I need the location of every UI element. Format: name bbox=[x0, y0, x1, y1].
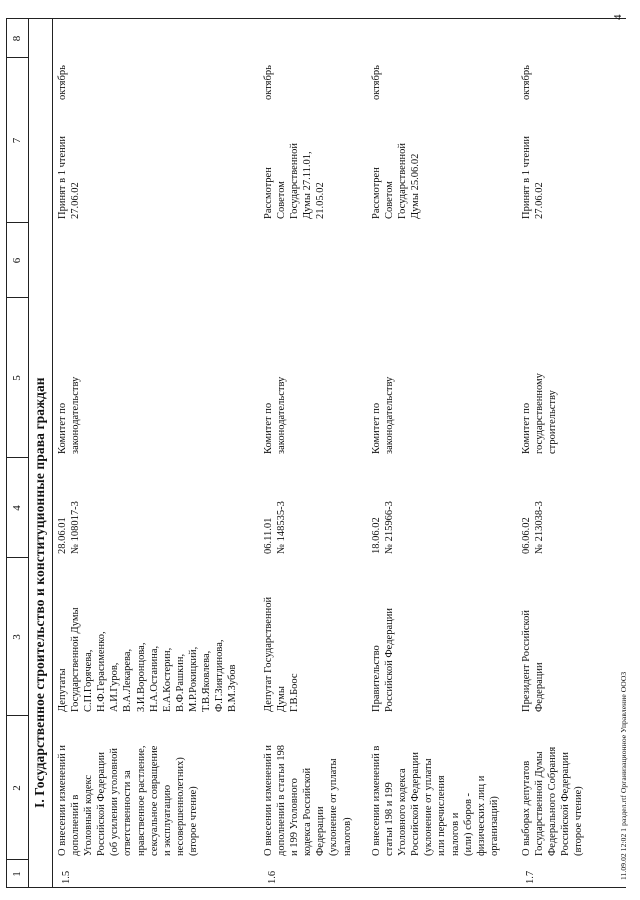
bill-month: октябрь bbox=[521, 65, 532, 100]
bill-title: О внесении изменений и дополнений в статьи 198 и 199 Уголовного кодекса Российской Федерации (уклонение от уплаты налогов) bbox=[263, 744, 353, 856]
col-border-0 bbox=[6, 887, 626, 888]
column-number: 6 bbox=[11, 257, 23, 264]
header-divider bbox=[28, 18, 29, 888]
column-number: 4 bbox=[11, 505, 23, 511]
bill-month: октябрь bbox=[57, 65, 68, 100]
bill-month: октябрь bbox=[263, 65, 274, 100]
column-number: 8 bbox=[11, 35, 23, 42]
column-number: 7 bbox=[11, 137, 23, 144]
legislation-table bbox=[6, 18, 626, 888]
bill-month: октябрь bbox=[371, 65, 382, 100]
bill-status: Рассмотрен Советом Государственной Думы 25.06.02 bbox=[371, 143, 422, 219]
column-number: 2 bbox=[11, 785, 23, 791]
row-number: 1.5 bbox=[61, 870, 72, 884]
footer-file-info: 11.09.02 12:02 1 раздел.rtf Организационное Управление ООО3 bbox=[619, 671, 628, 880]
bill-committee: Комитет по законодательству bbox=[263, 376, 288, 454]
bill-initiator: Депутат Государственной Думы Г.В.Боос bbox=[263, 596, 301, 712]
col-border-8 bbox=[6, 18, 626, 19]
bill-initiator: Правительство Российской Федерации bbox=[371, 608, 396, 712]
bill-committee: Комитет по законодательству bbox=[57, 376, 82, 454]
column-number: 1 bbox=[11, 871, 23, 877]
bill-status: Принят в 1 чтении 27.06.02 bbox=[57, 136, 82, 219]
bill-initiator: Президент Российской Федерации bbox=[521, 610, 546, 712]
bill-date-number: 06.06.02 № 213038-3 bbox=[521, 501, 546, 554]
bill-initiator: Депутаты Государственной Думы С.П.Горячева, Н.Ф.Герасименко, А.И.Гуров, В.А.Лекарева, З.И.Воронцова, Н.А.Останина, Е.А.Костерин, В.Ф.Рашкин, М.Р.Рокицкий, Т.В.Яковлева, Ф.Г.Зиятдинова, В.М.Зубов bbox=[57, 607, 239, 712]
bill-title: О внесении изменений и дополнений в Уголовный кодекс Российской Федерации (об усилении уголовной ответственности за нравственное растление, сексуальное совращение и эксплуатацию несовершеннолетних) (второе чтение) bbox=[57, 745, 199, 856]
column-number: 5 bbox=[11, 375, 23, 381]
bill-title: О выборах депутатов Государственной Думы Федерального Собрания Российской Федерации (второе чтение) bbox=[521, 746, 585, 856]
bill-date-number: 06.11.01 № 148535-3 bbox=[263, 501, 288, 554]
row-number: 1.6 bbox=[267, 870, 278, 884]
page-number: 4 bbox=[612, 14, 624, 20]
bill-date-number: 28.06.01 № 108017-3 bbox=[57, 501, 82, 554]
column-number: 3 bbox=[11, 634, 23, 640]
section-title: I. Государственное строительство и конституционные права граждан bbox=[32, 377, 47, 808]
bill-committee: Комитет по законодательству bbox=[371, 376, 396, 454]
bill-status: Рассмотрен Советом Государственной Думы 27.11.01, 21.05.02 bbox=[263, 143, 327, 219]
bill-status: Принят в 1 чтении 27.06.02 bbox=[521, 136, 546, 219]
row-number: 1.7 bbox=[525, 870, 536, 884]
bill-date-number: 18.06.02 № 215966-3 bbox=[371, 501, 396, 554]
section-divider bbox=[52, 18, 53, 888]
bill-title: О внесении изменений в статьи 198 и 199 Уголовного кодекса Российской Федерации (уклонение от уплаты или перечисления налогов и (или) сборов - физических лиц и организаций) bbox=[371, 745, 500, 856]
bill-committee: Комитет по государственному строительству bbox=[521, 373, 559, 454]
